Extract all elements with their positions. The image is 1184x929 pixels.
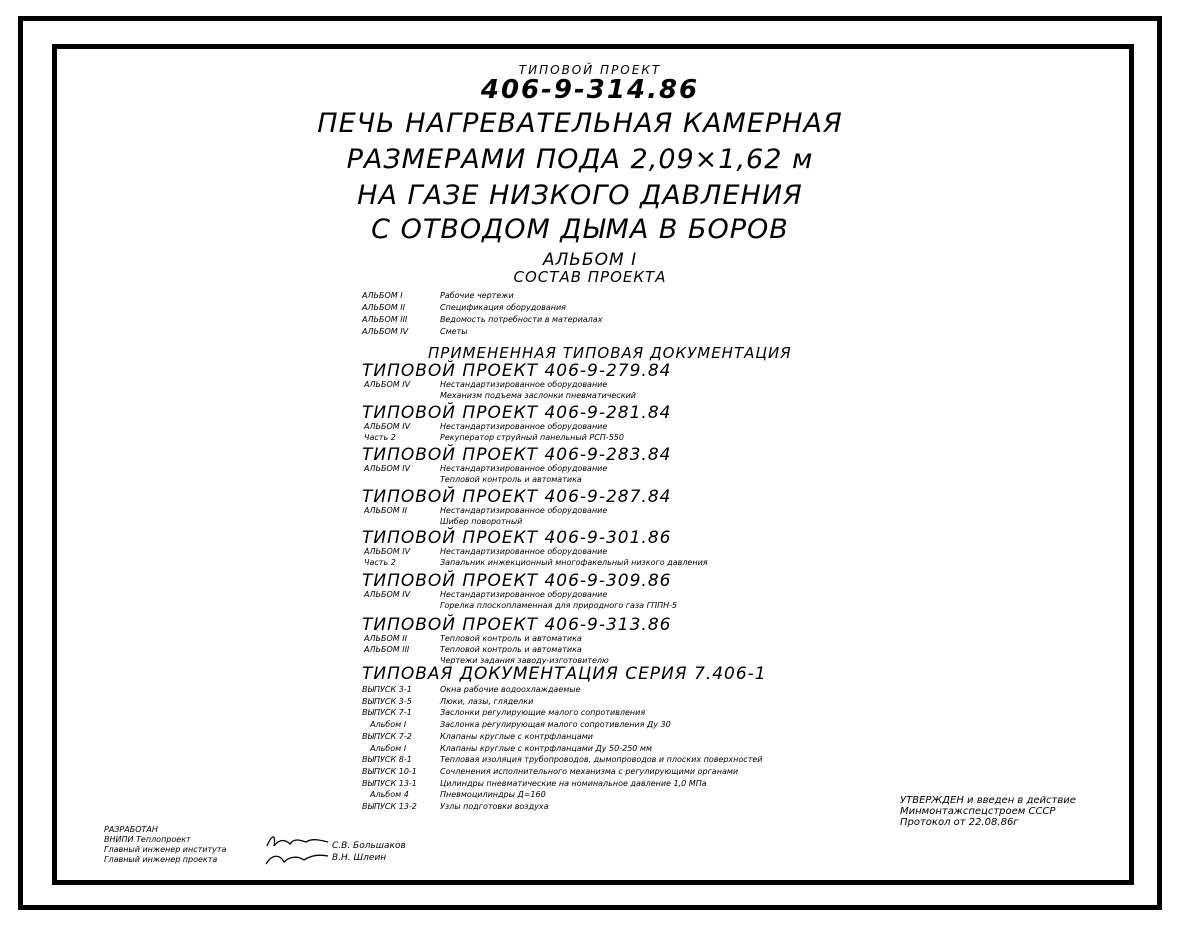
series-row-label: ВЫПУСК 13-2 — [362, 802, 417, 811]
project-row-text: Шибер поворотный — [440, 517, 523, 526]
series-row-label: Альбом I — [370, 720, 407, 730]
composition-title: СОСТАВ ПРОЕКТА — [513, 268, 667, 286]
project-row-text: Рекуператор струйный панельный РСП-550 — [440, 433, 624, 442]
series-row-text: Заслонка регулирующая малого сопротивления Ду 30 — [440, 720, 671, 730]
composition-text: Ведомость потребности в материалах — [440, 315, 603, 324]
approval-line-2: Минмонтажспецстроем СССР — [900, 806, 1056, 817]
series-row-label: Альбом 4 — [370, 790, 409, 800]
series-row-label: ВЫПУСК 7-2 — [362, 731, 412, 741]
project-title: ТИПОВОЙ ПРОЕКТ 406-9-309.86 — [362, 571, 672, 591]
project-title: ТИПОВОЙ ПРОЕКТ 406-9-279.84 — [362, 361, 672, 381]
series-row-label: ВЫПУСК 8-1 — [362, 755, 412, 765]
header-number: 406-9-314.86 — [480, 75, 700, 105]
project-row-text: Нестандартизированное оборудование — [440, 590, 608, 599]
composition-label: АЛЬБОМ III — [362, 315, 408, 324]
header-kind: ТИПОВОЙ ПРОЕКТ — [518, 63, 662, 77]
project-row-text: Нестандартизированное оборудование — [440, 464, 608, 473]
composition-label: АЛЬБОМ I — [362, 291, 403, 300]
project-row-label: Часть 2 — [364, 433, 396, 442]
project-row-text: Нестандартизированное оборудование — [440, 547, 608, 556]
series-row-label: ВЫПУСК 3-1 — [362, 685, 412, 694]
project-row-label: АЛЬБОМ IV — [364, 422, 411, 431]
series-row-text: Клапаны круглые с контрфланцами Ду 50-250 мм — [440, 743, 652, 753]
signatures-icon — [262, 830, 332, 870]
approval-line-3: Протокол от 22.08.86г — [900, 817, 1019, 828]
applied-title: ПРИМЕНЕННАЯ ТИПОВАЯ ДОКУМЕНТАЦИЯ — [428, 344, 792, 362]
title-line-3: НА ГАЗЕ НИЗКОГО ДАВЛЕНИЯ — [357, 180, 803, 211]
project-row-label: АЛЬБОМ IV — [364, 547, 411, 556]
composition-label: АЛЬБОМ II — [362, 303, 405, 312]
series-row-text: Заслонки регулирующие малого сопротивления — [440, 708, 646, 718]
project-title: ТИПОВОЙ ПРОЕКТ 406-9-287.84 — [362, 487, 672, 507]
approval-line-1: УТВЕРЖДЕН и введен в действие — [900, 795, 1076, 806]
project-row-text: Запальник инжекционный многофакельный низкого давления — [440, 558, 708, 567]
project-row-text: Нестандартизированное оборудование — [440, 380, 608, 389]
series-row-text: Окна рабочие водоохлаждаемые — [440, 685, 581, 694]
series-row-label: ВЫПУСК 13-1 — [362, 778, 417, 788]
project-row-text: Горелка плоскопламенная для природного газа ГППН-5 — [440, 601, 678, 610]
developer-line-1: РАЗРАБОТАН — [104, 825, 158, 834]
project-row-label: АЛЬБОМ II — [364, 506, 407, 515]
title-line-4: С ОТВОДОМ ДЫМА В БОРОВ — [371, 214, 789, 245]
album-label: АЛЬБОМ I — [542, 250, 638, 270]
series-row-text: Пневмоцилиндры Д=160 — [440, 790, 546, 800]
project-row-text: Механизм подъема заслонки пневматический — [440, 391, 636, 400]
developer-line-2: ВНИПИ Теплопроект — [104, 835, 191, 844]
project-title: ТИПОВОЙ ПРОЕКТ 406-9-313.86 — [362, 615, 672, 635]
developer-line-3: Главный инженер института — [104, 845, 227, 854]
composition-text: Сметы — [440, 327, 468, 336]
series-row-text: Клапаны круглые с контрфланцами — [440, 731, 593, 741]
series-row-text: Цилиндры пневматические на номинальное давление 1,0 МПа — [440, 778, 707, 788]
series-row-label: ВЫПУСК 7-1 — [362, 708, 412, 718]
project-row-label: АЛЬБОМ IV — [364, 590, 411, 599]
series-row-text: Сочленения исполнительного механизма с регулирующими органами — [440, 766, 739, 776]
series-row-label: ВЫПУСК 3-5 — [362, 696, 412, 706]
series-title: ТИПОВАЯ ДОКУМЕНТАЦИЯ СЕРИЯ 7.406-1 — [362, 664, 767, 684]
project-row-text: Тепловой контроль и автоматика — [440, 475, 582, 484]
project-row-label: АЛЬБОМ IV — [364, 464, 411, 473]
project-row-label: АЛЬБОМ II — [364, 634, 407, 643]
project-row-label: Часть 2 — [364, 558, 396, 567]
developer-name-2: В.Н. Шлеин — [332, 853, 387, 863]
project-row-text: Нестандартизированное оборудование — [440, 422, 608, 431]
composition-label: АЛЬБОМ IV — [362, 327, 409, 336]
series-row-text: Узлы подготовки воздуха — [440, 802, 549, 811]
project-row-text: Тепловой контроль и автоматика — [440, 634, 582, 643]
project-row-text: Чертежи задания заводу-изготовителю — [440, 656, 609, 665]
project-title: ТИПОВОЙ ПРОЕКТ 406-9-281.84 — [362, 403, 672, 423]
project-row-label: АЛЬБОМ III — [364, 645, 410, 654]
series-row-text: Тепловая изоляция трубопроводов, дымопроводов и плоских поверхностей — [440, 755, 763, 765]
developer-name-1: С.В. Большаков — [332, 841, 406, 851]
series-row-label: Альбом I — [370, 743, 407, 753]
title-line-2: РАЗМЕРАМИ ПОДА 2,09×1,62 м — [346, 144, 814, 175]
project-title: ТИПОВОЙ ПРОЕКТ 406-9-301.86 — [362, 528, 672, 548]
composition-text: Рабочие чертежи — [440, 291, 514, 300]
developer-line-4: Главный инженер проекта — [104, 855, 218, 864]
project-title: ТИПОВОЙ ПРОЕКТ 406-9-283.84 — [362, 445, 672, 465]
series-row-text: Люки, лазы, гляделки — [440, 696, 534, 706]
title-line-1: ПЕЧЬ НАГРЕВАТЕЛЬНАЯ КАМЕРНАЯ — [317, 108, 843, 139]
project-row-text: Тепловой контроль и автоматика — [440, 645, 582, 654]
composition-text: Спецификация оборудования — [440, 303, 566, 312]
project-row-label: АЛЬБОМ IV — [364, 380, 411, 389]
project-row-text: Нестандартизированное оборудование — [440, 506, 608, 515]
series-row-label: ВЫПУСК 10-1 — [362, 766, 417, 776]
